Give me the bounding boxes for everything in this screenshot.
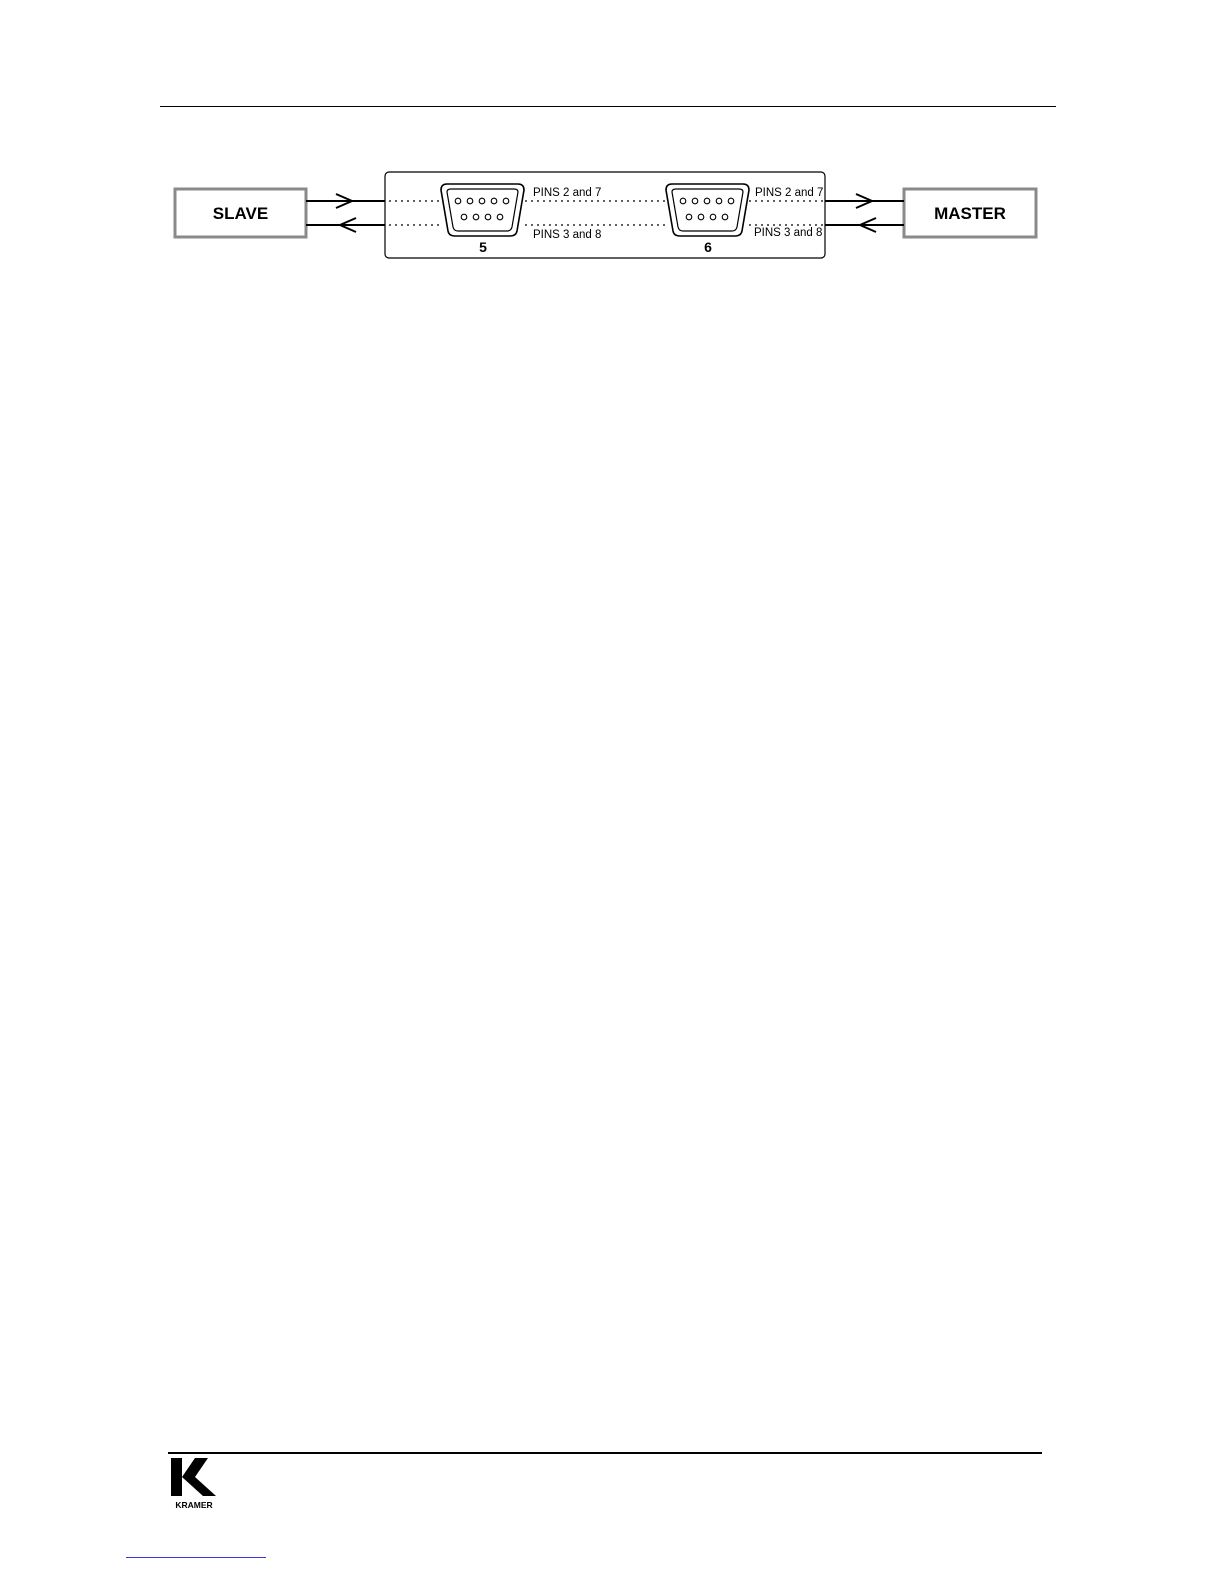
- footer-rule: [168, 1452, 1042, 1454]
- port-6-number: 6: [704, 239, 712, 255]
- master-label: MASTER: [934, 204, 1006, 223]
- master-box: [904, 189, 1036, 237]
- kramer-logo: [168, 1456, 224, 1512]
- slave-label: SLAVE: [212, 204, 269, 223]
- db9-connector-port-5: [441, 184, 524, 236]
- port-6-pins-bottom-label: PINS 3 and 8: [754, 227, 823, 239]
- port-5-number: 5: [479, 239, 487, 255]
- rs232-connection-diagram: [0, 0, 1225, 300]
- footer-link-underline[interactable]: [126, 1557, 266, 1558]
- slave-signal-lines: [306, 194, 385, 232]
- slave-box: [175, 189, 306, 237]
- port-5-pins-top-label: PINS 2 and 7: [533, 187, 602, 199]
- port-5-pins-bottom-label: PINS 3 and 8: [533, 229, 602, 241]
- db9-connector-port-6: [666, 184, 749, 236]
- kramer-logo-text: KRAMER: [175, 1500, 213, 1510]
- kramer-k-icon: [171, 1458, 216, 1496]
- master-signal-lines: [825, 194, 904, 232]
- port-6-pins-top-label: PINS 2 and 7: [755, 187, 824, 199]
